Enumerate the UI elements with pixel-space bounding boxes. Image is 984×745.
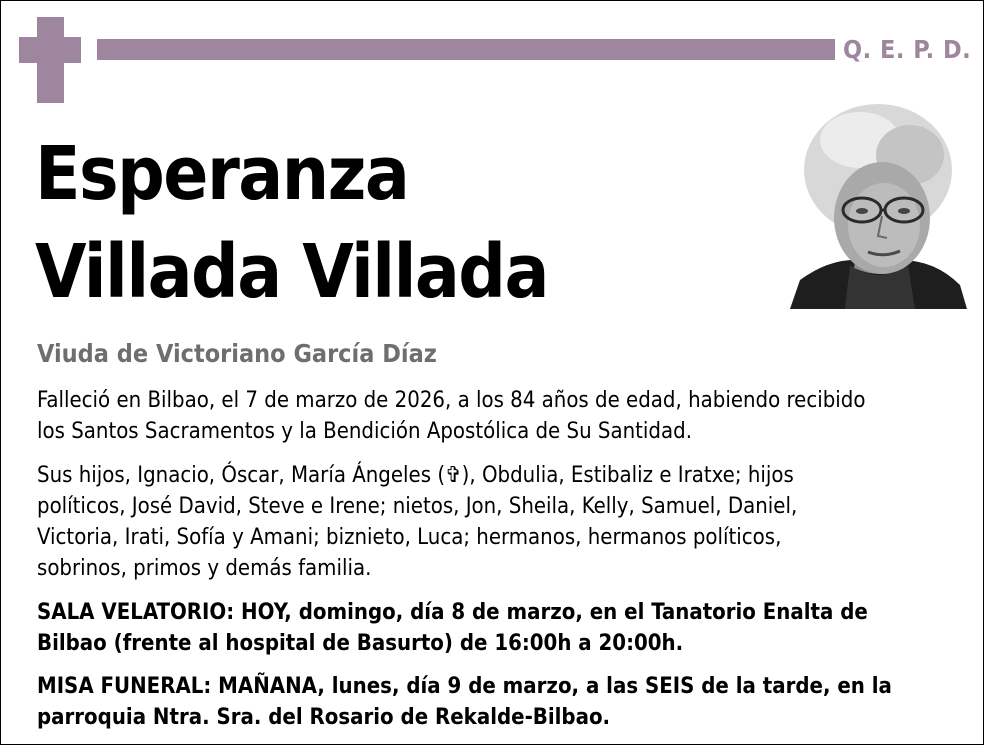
paragraph-line: parroquia Ntra. Sra. del Rosario de Rekalde-Bilbao.: [37, 705, 611, 730]
paragraph-line: Sus hijos, Ignacio, Óscar, María Ángeles (✞), Obdulia, Estibaliz e Iratxe; hijos: [37, 463, 794, 488]
deceased-first-name: Esperanza: [35, 131, 409, 217]
paragraph-line: sobrinos, primos y demás familia.: [37, 556, 372, 581]
paragraph-line: MISA FUNERAL: MAÑANA, lunes, día 9 de marzo, a las SEIS de la tarde, en la: [37, 674, 892, 699]
paragraph-line: los Santos Sacramentos y la Bendición Apostólica de Su Santidad.: [37, 419, 692, 444]
widow-of-line: Viuda de Victoriano García Díaz: [37, 339, 437, 368]
funeral-paragraph: [37, 671, 957, 733]
paragraph-line: Victoria, Irati, Sofía y Amani; biznieto, Luca; hermanos, hermanos políticos,: [37, 525, 782, 550]
paragraph-line: Falleció en Bilbao, el 7 de marzo de 2026, a los 84 años de edad, habiendo recibido: [37, 388, 866, 413]
deceased-surnames: Villada Villada: [35, 229, 548, 315]
qepd-label: Q. E. P. D.: [843, 35, 972, 64]
paragraph-line: políticos, José David, Steve e Irene; nietos, Jon, Sheila, Kelly, Samuel, Daniel,: [37, 494, 798, 519]
header-rule: [97, 39, 835, 60]
paragraph-line: SALA VELATORIO: HOY, domingo, día 8 de marzo, en el Tanatorio Enalta de: [37, 600, 868, 625]
paragraph-line: Bilbao (frente al hospital de Basurto) de 16:00h a 20:00h.: [37, 631, 684, 656]
wake-paragraph: [37, 597, 957, 659]
death-paragraph: [37, 385, 957, 447]
family-paragraph: [37, 460, 957, 584]
cross-icon-horizontal: [19, 37, 81, 63]
portrait-photo: [790, 100, 967, 309]
